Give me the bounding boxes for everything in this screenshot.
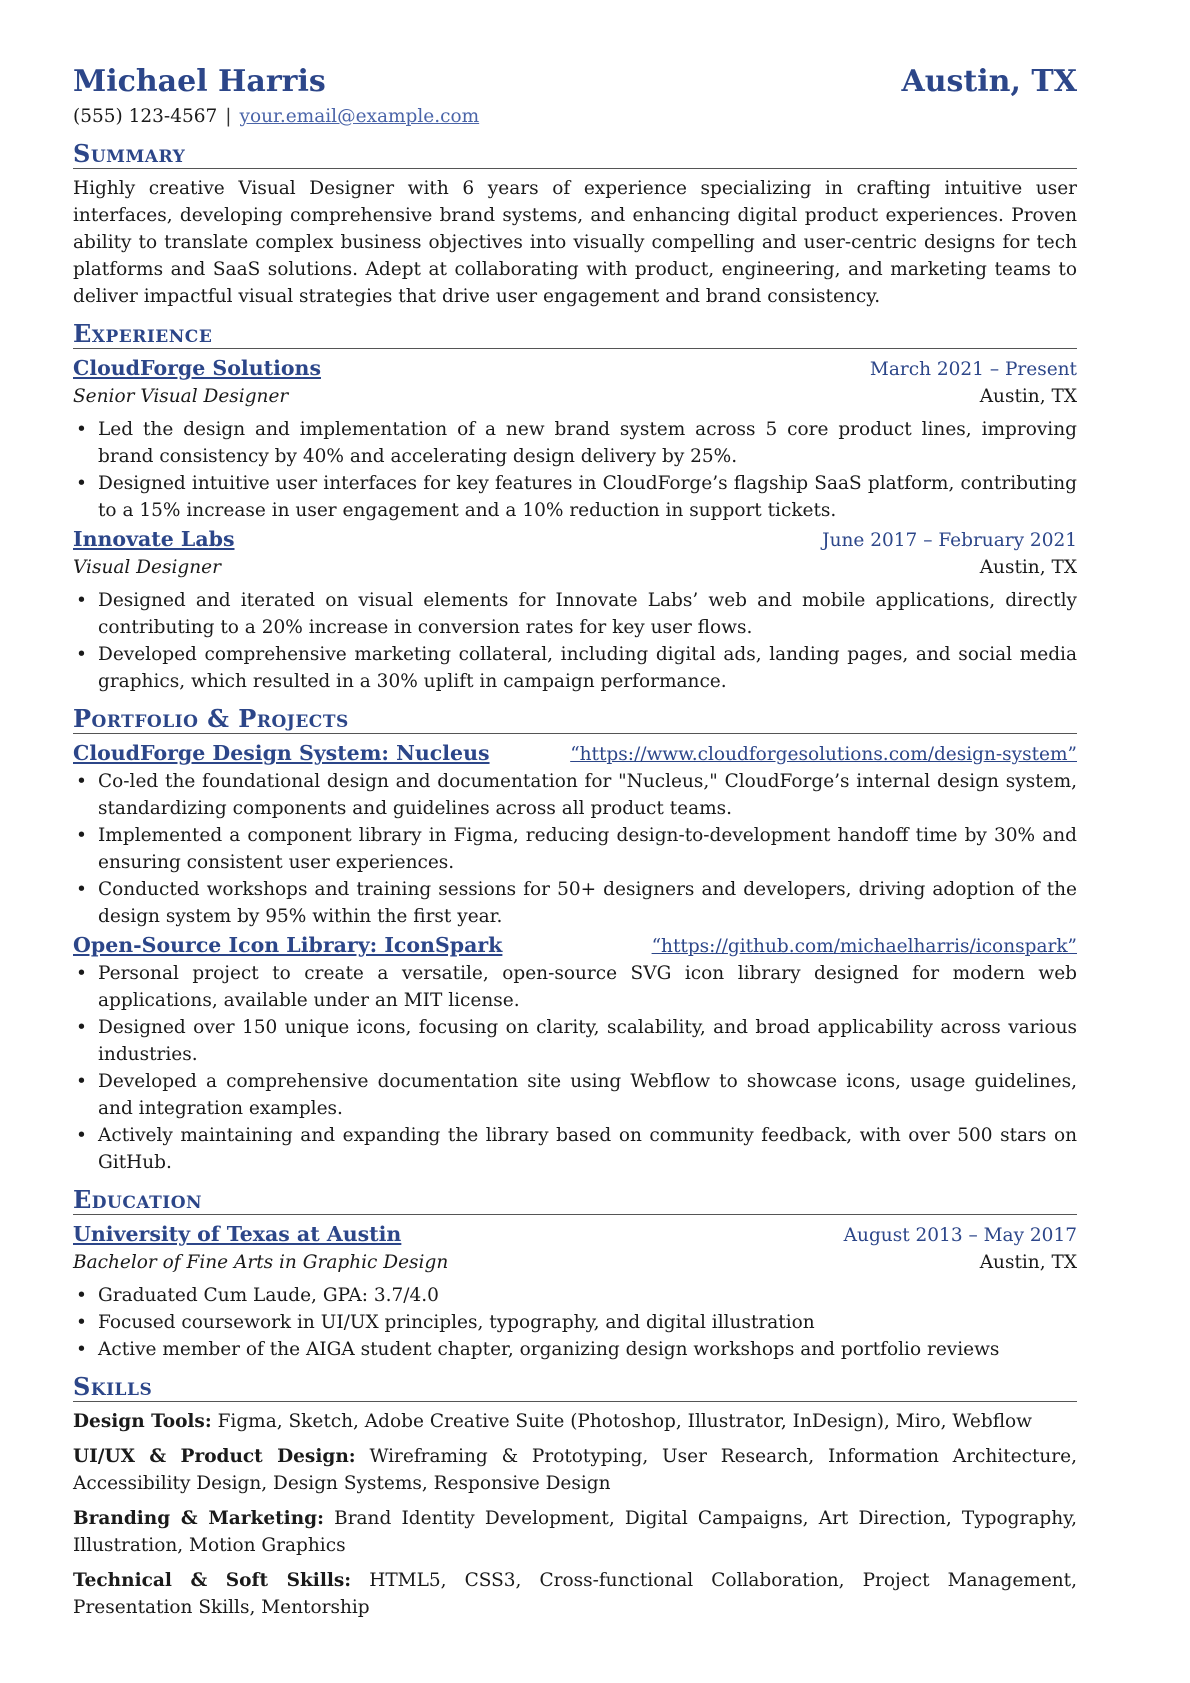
- skill-group: [73, 1408, 1077, 1435]
- section-title-experience: Experience: [73, 320, 1077, 349]
- experience-entry: [73, 355, 1077, 524]
- list-item: • Conducted workshops and training sessions for 50+ designers and developers, driving adoption of the design system by 95% within the first year.: [73, 876, 1077, 930]
- list-item: • Designed intuitive user interfaces for key features in CloudForge’s flagship SaaS platform, contributing to a 15% increase in user engagement and a 10% reduction in support tickets.: [73, 470, 1077, 524]
- section-title-summary: Summary: [73, 140, 1077, 169]
- education-bullets: [73, 1282, 1077, 1363]
- list-item: • Co-led the foundational design and documentation for "Nucleus," CloudForge’s internal design system, standardizing components and guidelines across all product teams.: [73, 768, 1077, 822]
- education-location: Austin, TX: [979, 1252, 1077, 1273]
- job-bullets: [73, 587, 1077, 695]
- skill-text: Brand Identity Development, Digital Campaigns, Art Direction, Typography, Illustration, Motion Graphics: [73, 1508, 1078, 1556]
- project-url-link[interactable]: “https://github.com/michaelharris/iconspark”: [651, 936, 1077, 957]
- skill-text: Figma, Sketch, Adobe Creative Suite (Photoshop, Illustrator, InDesign), Miro, Webflow: [217, 1411, 1033, 1432]
- degree: Bachelor of Fine Arts in Graphic Design: [73, 1252, 449, 1273]
- list-item: • Active member of the AIGA student chapter, organizing design workshops and portfolio reviews: [73, 1336, 1077, 1363]
- project-entry: [73, 932, 1077, 1176]
- section-title-skills: Skills: [73, 1373, 1077, 1402]
- list-item: • Focused coursework in UI/UX principles, typography, and digital illustration: [73, 1309, 1077, 1336]
- job-location: Austin, TX: [979, 557, 1077, 578]
- skill-text: HTML5, CSS3, Cross-functional Collaboration, Project Management, Presentation Skills, Mentorship: [73, 1570, 1077, 1618]
- skill-label: UI/UX & Product Design:: [73, 1446, 356, 1467]
- resume-header: [73, 62, 1077, 102]
- project-url-link[interactable]: “https://www.cloudforgesolutions.com/design-system”: [570, 744, 1077, 765]
- project-bullets: [73, 960, 1077, 1176]
- skill-text: Wireframing & Prototyping, User Research, Information Architecture, Accessibility Design, Design Systems, Responsive Design: [73, 1446, 1077, 1494]
- project-link[interactable]: Open-Source Icon Library: IconSpark: [73, 933, 503, 957]
- list-item: • Developed a comprehensive documentation site using Webflow to showcase icons, usage guidelines, and integration examples.: [73, 1068, 1077, 1122]
- experience-entry: [73, 526, 1077, 695]
- candidate-location: Austin, TX: [901, 64, 1077, 99]
- skill-label: Branding & Marketing:: [73, 1508, 324, 1529]
- job-location: Austin, TX: [979, 386, 1077, 407]
- section-title-projects: Portfolio & Projects: [73, 705, 1077, 734]
- contact-separator: |: [225, 106, 232, 127]
- company-link[interactable]: CloudForge Solutions: [73, 356, 321, 380]
- project-link[interactable]: CloudForge Design System: Nucleus: [73, 741, 490, 765]
- school-link[interactable]: University of Texas at Austin: [73, 1222, 402, 1246]
- list-item: • Actively maintaining and expanding the library based on community feedback, with over 500 stars on GitHub.: [73, 1122, 1077, 1176]
- list-item: • Designed and iterated on visual elements for Innovate Labs’ web and mobile applications, directly contributing to a 20% increase in conversion rates for key user flows.: [73, 587, 1077, 641]
- project-bullets: [73, 768, 1077, 930]
- list-item: • Personal project to create a versatile, open-source SVG icon library designed for modern web applications, available under an MIT license.: [73, 960, 1077, 1014]
- phone-number: (555) 123-4567: [73, 106, 218, 127]
- company-link[interactable]: Innovate Labs: [73, 527, 235, 551]
- job-role: Senior Visual Designer: [73, 386, 289, 407]
- summary-text: Highly creative Visual Designer with 6 years of experience specializing in crafting intuitive user interfaces, developing comprehensive brand systems, and enhancing digital product experiences. Proven ability to translate complex business objectives into visually compelling and user-centric designs for tech platforms and SaaS solutions. Adept at collaborating with product, engineering, and marketing teams to deliver impactful visual strategies that drive user engagement and brand consistency.: [73, 178, 1077, 307]
- project-entry: [73, 740, 1077, 930]
- list-item: • Designed over 150 unique icons, focusing on clarity, scalability, and broad applicability across various industries.: [73, 1014, 1077, 1068]
- job-role: Visual Designer: [73, 557, 221, 578]
- education-entry: [73, 1221, 1077, 1363]
- education-dates: August 2013 – May 2017: [843, 1225, 1077, 1246]
- contact-line: [73, 104, 1077, 130]
- skill-label: Technical & Soft Skills:: [73, 1570, 352, 1591]
- list-item: • Developed comprehensive marketing collateral, including digital ads, landing pages, and social media graphics, which resulted in a 30% uplift in campaign performance.: [73, 641, 1077, 695]
- section-title-education: Education: [73, 1186, 1077, 1215]
- skill-group: [73, 1567, 1077, 1621]
- job-bullets: [73, 416, 1077, 524]
- list-item: • Led the design and implementation of a new brand system across 5 core product lines, improving brand consistency by 40% and accelerating design delivery by 25%.: [73, 416, 1077, 470]
- skill-group: [73, 1505, 1077, 1559]
- email-link[interactable]: your.email@example.com: [239, 106, 480, 127]
- skill-group: [73, 1443, 1077, 1497]
- skill-label: Design Tools:: [73, 1411, 212, 1432]
- list-item: • Graduated Cum Laude, GPA: 3.7/4.0: [73, 1282, 1077, 1309]
- job-dates: March 2021 – Present: [869, 359, 1077, 380]
- candidate-name: Michael Harris: [73, 64, 326, 99]
- job-dates: June 2017 – February 2021: [822, 530, 1077, 551]
- list-item: • Implemented a component library in Figma, reducing design-to-development handoff time by 30% and ensuring consistent user experiences.: [73, 822, 1077, 876]
